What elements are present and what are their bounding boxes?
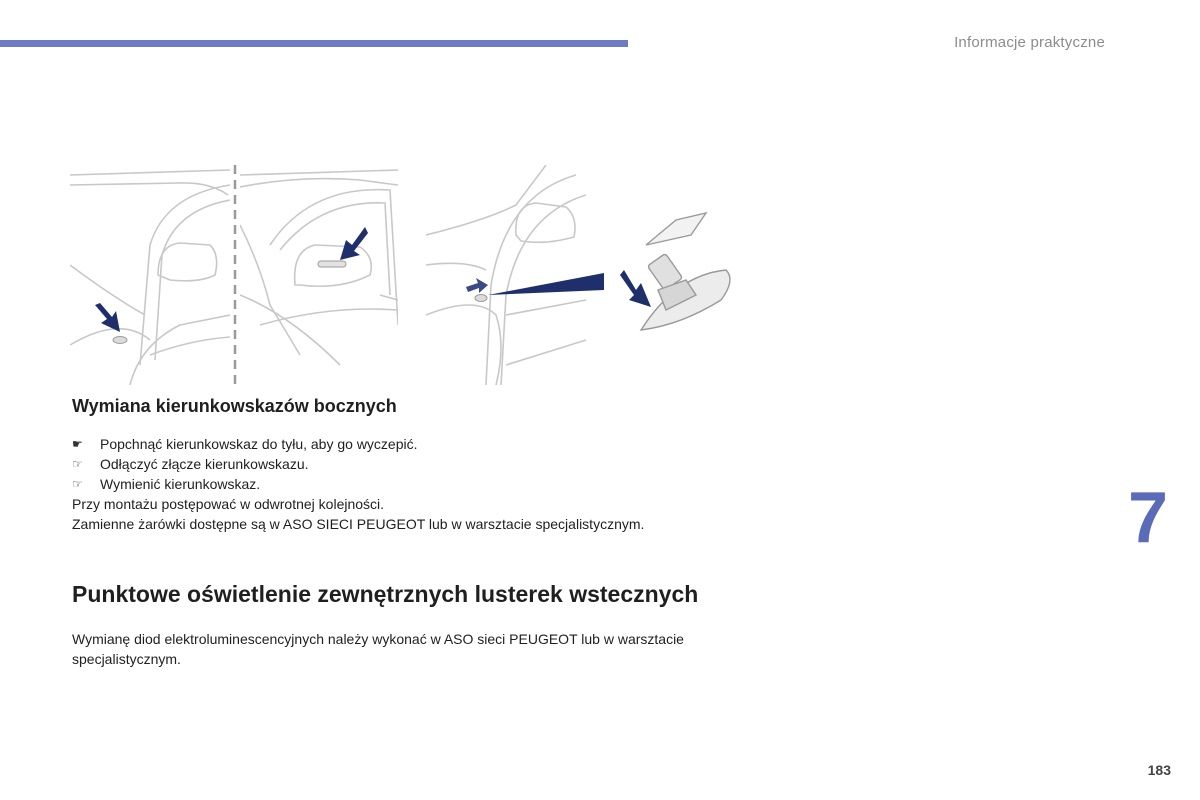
illustration-fender-signal	[70, 165, 230, 385]
pointing-hand-icon: ☞	[72, 457, 83, 471]
step-text: Popchnąć kierunkowskaz do tyłu, aby go wyczepić.	[100, 436, 418, 452]
step-text: Odłączyć złącze kierunkowskazu.	[100, 456, 309, 472]
illustration-mirror-lamp	[240, 165, 398, 385]
signal-removal-drawing	[426, 165, 740, 385]
section-title-mirror-lighting: Punktowe oświetlenie zewnętrznych lusterek wstecznych	[72, 581, 699, 607]
dark-blue-arrow-icon	[466, 278, 488, 293]
illustration-signal-removed	[426, 165, 740, 385]
header-accent-bar	[0, 40, 628, 47]
dark-blue-arrow-icon	[620, 270, 651, 307]
list-item	[72, 454, 772, 474]
connector-wedge	[488, 273, 604, 295]
illustration-strip	[70, 165, 740, 385]
section-title-side-indicators: Wymiana kierunkowskazów bocznych	[72, 396, 397, 416]
pointing-hand-icon: ☞	[72, 477, 83, 491]
dark-blue-arrow-icon	[340, 227, 368, 260]
chapter-number: 7	[1128, 478, 1169, 558]
page-number: 183	[1147, 762, 1171, 778]
note-reassembly: Przy montażu postępować w odwrotnej kolejności.	[72, 496, 385, 512]
car-mirror-drawing	[240, 165, 398, 385]
mirror-lighting-text: Wymianę diod elektroluminescencyjnych należy wykonać w ASO sieci PEUGEOT lub w warsztacie specjalistycznym.	[72, 631, 684, 667]
illustration-divider	[232, 165, 238, 385]
step-text: Wymienić kierunkowskaz.	[100, 476, 261, 492]
dark-blue-arrow-icon	[95, 303, 120, 332]
step-list	[72, 434, 772, 494]
list-item	[72, 434, 772, 454]
page-header-title: Informacje praktyczne	[954, 34, 1105, 51]
note-spare-bulbs: Zamienne żarówki dostępne są w ASO SIECI PEUGEOT lub w warsztacie specjalistycznym.	[72, 516, 645, 532]
car-fender-drawing	[70, 165, 230, 385]
pointing-hand-icon: ☛	[72, 437, 83, 451]
list-item	[72, 474, 772, 494]
